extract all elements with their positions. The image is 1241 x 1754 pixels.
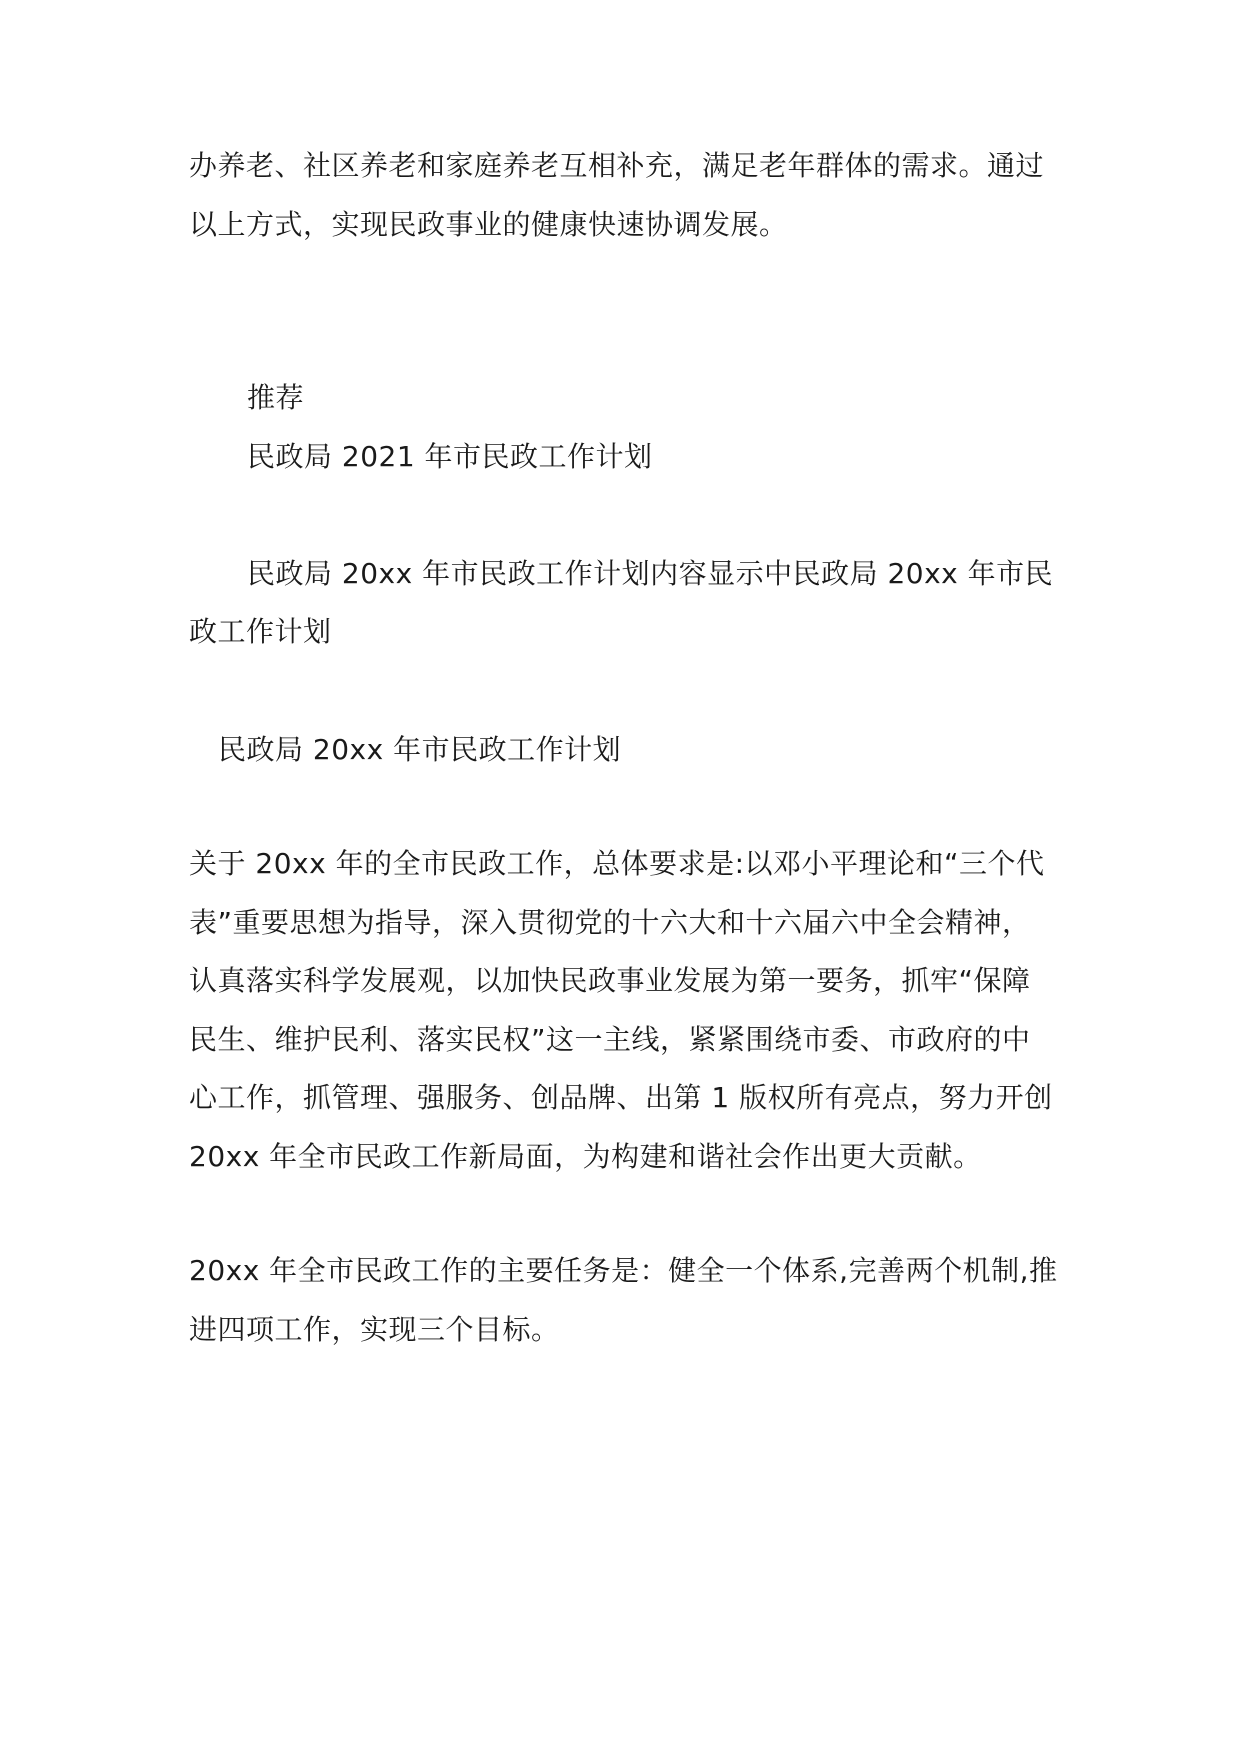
text-line: 心工作，抓管理、强服务、创品牌、出第 1 版权所有亮点，努力开创 (189, 1081, 1053, 1114)
text-line: 进四项工作，实现三个目标。 (189, 1313, 560, 1346)
section-heading: 民政局 20xx 年市民政工作计划 (218, 733, 622, 766)
text-line: 认真落实科学发展观，以加快民政事业发展为第一要务，抓牢“保障 (189, 964, 1031, 997)
text-line: 关于 20xx 年的全市民政工作，总体要求是:以邓小平理论和“三个代 (189, 847, 1045, 880)
recommend-label: 推荐 (247, 381, 305, 414)
text-line: 表”重要思想为指导，深入贯彻党的十六大和十六届六中全会精神， (189, 906, 1031, 939)
text-line: 以上方式，实现民政事业的健康快速协调发展。 (189, 208, 788, 241)
text-line: 办养老、社区养老和家庭养老互相补充，满足老年群体的需求。通过 (189, 149, 1045, 182)
recommend-link[interactable]: 民政局 2021 年市民政工作计划 (247, 440, 653, 473)
text-line: 民政局 20xx 年市民政工作计划内容显示中民政局 20xx 年市民 (247, 557, 1054, 590)
text-line: 民生、维护民利、落实民权”这一主线，紧紧围绕市委、市政府的中 (189, 1023, 1031, 1056)
text-line: 20xx 年全市民政工作新局面，为构建和谐社会作出更大贡献。 (189, 1140, 982, 1173)
text-line: 政工作计划 (189, 615, 332, 648)
text-line: 20xx 年全市民政工作的主要任务是：健全一个体系,完善两个机制,推 (189, 1254, 1058, 1287)
